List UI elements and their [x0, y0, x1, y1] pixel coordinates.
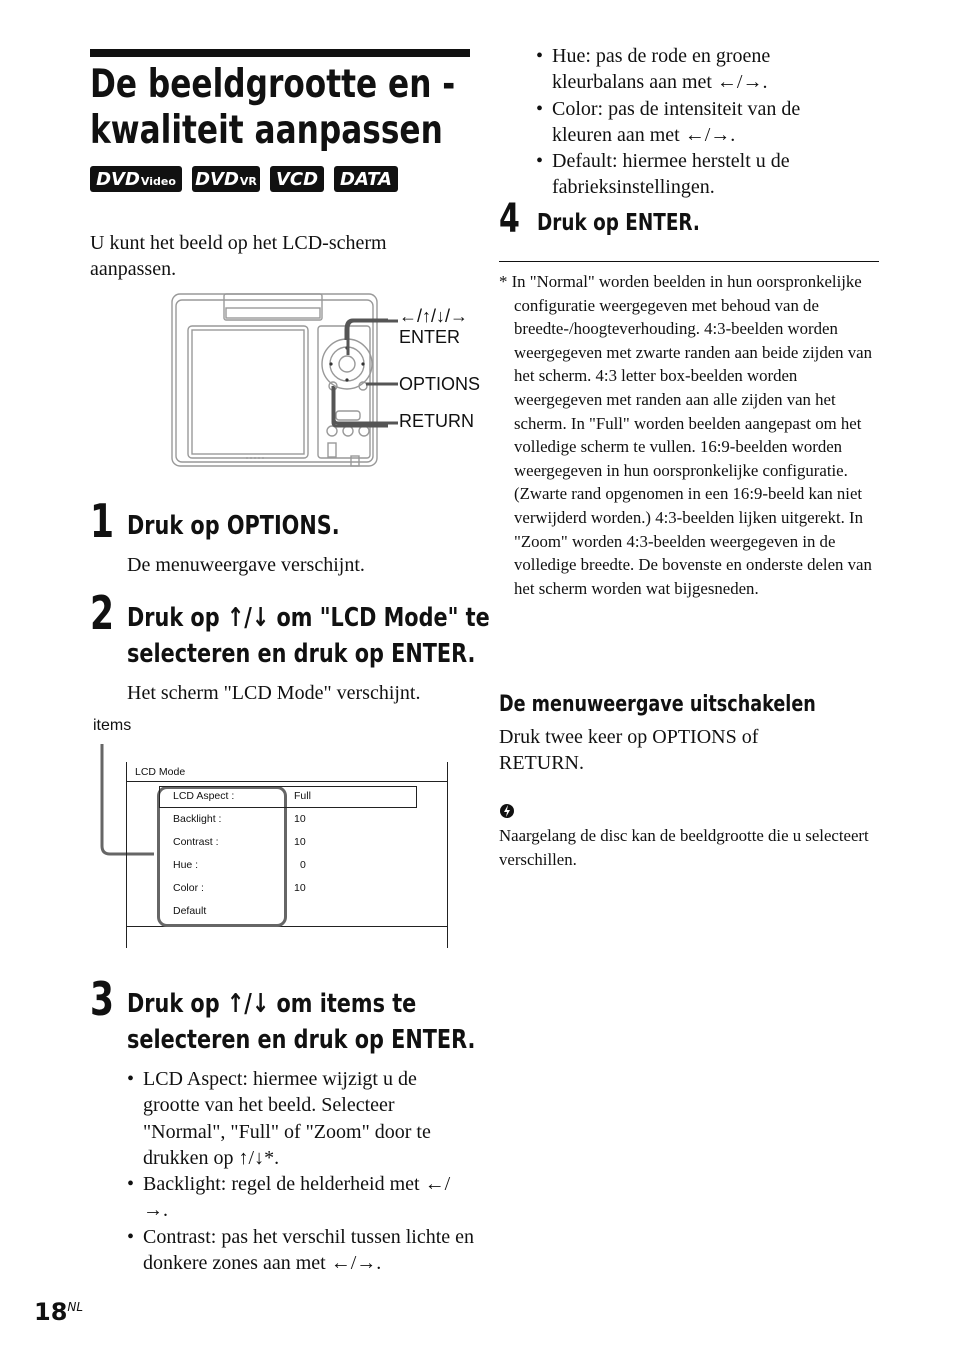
step-2-title: Druk op ↑/↓ om "LCD Mode" te selecteren en druk op ENTER. — [127, 603, 490, 669]
title-rule — [90, 49, 470, 57]
step-2-body: Het scherm "LCD Mode" verschijnt. — [127, 682, 421, 704]
tip-icon — [499, 802, 517, 820]
callout-lines — [330, 315, 400, 435]
menu-item-backlight[interactable]: Backlight : — [173, 813, 222, 825]
subsection-heading: De menuweergave uitschakelen — [499, 692, 816, 717]
step-number-4: 4 — [499, 196, 520, 242]
bullet-color: • Color: pas de intensiteit van de kleuren aan met ←/→. — [536, 96, 846, 149]
right-bullets — [536, 43, 846, 201]
step-1-title: Druk op OPTIONS. — [127, 511, 340, 541]
label-arrows: ←/↑/↓/→ — [399, 306, 469, 326]
footnote: * In "Normal" worden beelden in hun oorspronkelijke configuratie weergegeven met behoud van de breedte-/hoogteverhouding. 4:3-beelden worden weergegeven met zwarte randen aan beide zijden van het scherm. 4:3 letter box-beelden worden weergegeven met randen aan alle zijden van het scherm. In "Full" worden beelden aangepast om het volledige scherm te vullen. 16:9-beelden worden weergegeven in hun oorspronkelijke configuratie. (Zwarte rand opgenomen in een 16:9-beeld kan niet verwijderd worden.) 4:3-beelden lijken uitgerekt. In "Zoom" worden 4:3-beelden weergegeven in de volledige breedte. De bovenste en onderste delen van het scherm worden wat bijgesneden. — [499, 272, 872, 598]
step-3-title: Druk op ↑/↓ om items te selecteren en druk op ENTER. — [127, 989, 476, 1055]
subsection-body: Druk twee keer op OPTIONS of RETURN. — [499, 726, 759, 774]
bullet-backlight: • Backlight: regel de helderheid met ←/→. — [127, 1171, 475, 1224]
page-title: De beeldgrootte en - kwaliteit aanpassen — [90, 62, 456, 153]
bullet-default: • Default: hiermee herstelt u de fabrieksinstellingen. — [536, 148, 846, 201]
badge-dvd-vr: DVD VR — [192, 166, 260, 192]
tip-text: Naargelang de disc kan de beeldgrootte die u selecteert verschillen. — [499, 826, 869, 869]
label-return: RETURN — [399, 411, 474, 431]
bullet-lcd-aspect: • LCD Aspect: hiermee wijzigt u de grootte van het beeld. Selecteer "Normal", "Full" of "Zoom" door te drukken op ↑/↓*. — [127, 1066, 475, 1171]
intro-text: U kunt het beeld op het LCD-scherm aanpassen. — [90, 232, 387, 280]
menu-value-lcd-aspect: Full — [294, 790, 311, 802]
menu-item-hue[interactable]: Hue : — [173, 859, 199, 871]
menu-value-color: 10 — [294, 882, 306, 894]
menu-item-lcd-aspect[interactable]: LCD Aspect : — [173, 790, 235, 802]
divider — [499, 261, 879, 262]
menu-item-color[interactable]: Color : — [173, 882, 204, 894]
menu-screen — [126, 762, 448, 948]
label-enter: ENTER — [399, 327, 461, 347]
step-number-2: 2 — [90, 586, 115, 640]
badge-data: DATA — [334, 166, 398, 192]
step-3-bullets — [127, 1066, 475, 1276]
menu-value-backlight: 10 — [294, 813, 306, 825]
menu-header: LCD Mode — [135, 766, 186, 778]
step-number-1: 1 — [90, 494, 115, 548]
step-1-body: De menuweergave verschijnt. — [127, 554, 365, 576]
items-callout-label: items — [93, 717, 132, 734]
menu-value-hue: 0 — [300, 859, 306, 871]
menu-item-contrast[interactable]: Contrast : — [173, 836, 219, 848]
bullet-contrast: • Contrast: pas het verschil tussen lichte en donkere zones aan met ←/→. — [127, 1224, 475, 1277]
badge-vcd: VCD — [270, 166, 324, 192]
step-number-3: 3 — [90, 972, 115, 1026]
menu-value-contrast: 10 — [294, 836, 306, 848]
bullet-hue: • Hue: pas de rode en groene kleurbalans aan met ←/→. — [536, 43, 846, 96]
page-number: $18^{NL}$ — [34, 1298, 84, 1326]
step-4-title: Druk op ENTER. — [537, 210, 700, 236]
menu-item-default[interactable]: Default — [173, 905, 207, 917]
badge-dvd-video: DVD Video — [90, 166, 182, 192]
label-options: OPTIONS — [399, 374, 481, 394]
